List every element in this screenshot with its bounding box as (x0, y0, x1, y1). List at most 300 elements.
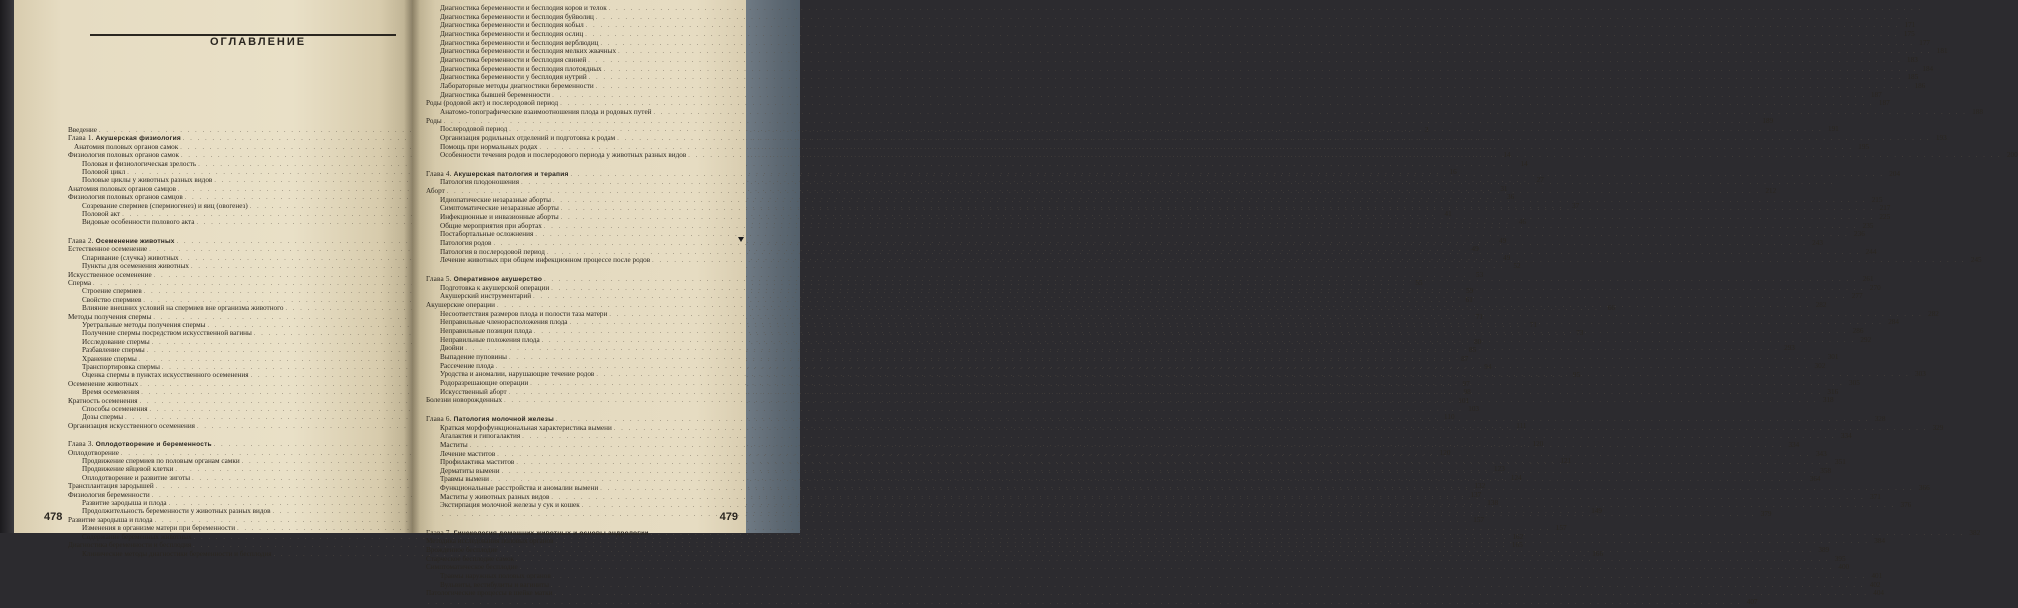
toc-leader-dots (556, 538, 1870, 550)
toc-entry (426, 81, 1926, 91)
toc-entry-page: 3 (1424, 126, 1429, 134)
toc-leader-dots (496, 363, 1810, 372)
toc-leader-dots (509, 126, 1823, 135)
toc-entry-title: Травмы наружных половых органов (440, 572, 551, 581)
toc-entry-page: 103 (1468, 405, 1479, 413)
toc-entry-title: Симптоматическое бесплодие (426, 563, 518, 572)
toc-leader-dots (491, 473, 1805, 485)
toc-entry-title: Половой акт (82, 210, 121, 219)
toc-entry-page: 404 (1873, 589, 1885, 598)
toc-entry-page: 400 (1838, 563, 1850, 572)
toc-entry-title: Патология плодоношения (440, 178, 520, 187)
toc-entry-title: Диагностика беременности и бесплодия мелких жвачных (440, 47, 617, 56)
toc-entry-title: Экстирпация молочной железы у сук и кошек (440, 501, 580, 510)
toc-entry-title: Вульвиты, вестибулиты и вагиниты (440, 580, 549, 589)
toc-entry-title: Диагностика беременности и бесплодия буйволиц (440, 12, 594, 21)
toc-entry-page: 328 (1874, 414, 1886, 423)
toc-entry-page: 292 (1860, 335, 1872, 344)
toc-entry (68, 270, 1484, 279)
toc-leader-dots (552, 92, 1866, 101)
toc-entry-title: Время осеменения (82, 388, 140, 397)
toc-leader-dots (596, 14, 1910, 23)
toc-leader-dots (150, 406, 1464, 414)
toc-entry-page: 244 (1865, 247, 1877, 256)
toc-entry-page: 200 (2006, 151, 2018, 160)
toc-leader-dots (533, 293, 1847, 302)
toc-entry-title: Влияние внешних условий на спермиев вне организма животного (82, 304, 284, 313)
toc-leader-dots (571, 171, 1885, 180)
toc-entry (68, 507, 1602, 516)
toc-entry-title: Двойни (440, 344, 464, 353)
toc-entry-page: 185 (1907, 73, 1919, 82)
toc-entry-page: 80 (1474, 337, 1482, 346)
toc-leader-dots (555, 590, 1869, 599)
toc-entry-title: Глава 4. Акушерская патология и терапия (426, 169, 569, 178)
toc-entry-title: Организация искусственного осеменения (68, 421, 195, 430)
toc-leader-dots (600, 485, 1914, 494)
toc-entry (68, 430, 412, 440)
toc-entry-title: Подготовка к акушерской операции (440, 283, 550, 292)
toc-entry-page: 305 (1849, 378, 1860, 387)
toc-entry-page: 293 (1784, 344, 1795, 353)
toc-entry (426, 13, 734, 22)
toc-entry-title: Роды (426, 116, 442, 125)
toc-entry-title: Постабортальные осложнения (440, 230, 534, 239)
toc-entry-title: Естественное осеменение (68, 245, 148, 254)
toc-entry-page: 343 (1815, 449, 1827, 458)
toc-entry-title: Исследование спермы (82, 337, 150, 346)
toc-leader-dots (502, 468, 1816, 477)
toc-entry-page: 31 (1500, 184, 1508, 193)
toc-entry-title: Продвижение спермиев по половым органам самки (82, 457, 240, 466)
toc-entry-page: 371 (1870, 492, 1881, 501)
toc-leader-dots (428, 599, 1742, 608)
page-number-right: 479 (719, 511, 738, 523)
toc-entry-title: Половые циклы у животных разных видов (82, 176, 213, 185)
toc-entry-title: Строение спермиев (82, 287, 142, 296)
toc-leader-dots (652, 257, 1966, 266)
toc-entry-page: 66 (1607, 304, 1615, 313)
toc-entry-page: 27 (1536, 176, 1544, 185)
toc-entry-title: Методы получения спермы (68, 312, 152, 321)
toc-leader-dots (504, 397, 1818, 406)
toc-entry-page: 61 (1465, 295, 1473, 304)
toc-leader-dots (596, 83, 1910, 92)
toc-entry-title: Физиология беременности (68, 490, 150, 499)
toc-entry (426, 99, 1890, 108)
toc-entry-page: 14 (1520, 159, 1528, 168)
toc-leader-dots (509, 389, 1823, 398)
toc-entry-title: Физиология половых органов самок (68, 151, 179, 160)
toc-entry-page: 175 (1903, 29, 1915, 38)
toc-leader-dots (609, 5, 1923, 14)
toc-entry (426, 598, 1758, 607)
toc-entry-page: 277 (1851, 292, 1863, 301)
toc-entry-page: 87 (1461, 354, 1469, 363)
toc-entry (426, 21, 1916, 30)
toc-entry-page: 95 (1572, 371, 1581, 380)
toc-leader-dots (551, 582, 1865, 591)
toc-entry-page: 94 (1484, 362, 1492, 371)
toc-entry-title: Акушерские операции (426, 301, 495, 309)
toc-leader-dots (198, 161, 1512, 169)
toc-entry-page: 110 (1444, 413, 1455, 422)
toc-entry-page: 334 (1840, 432, 1852, 441)
toc-entry-page: 303 (1915, 370, 1926, 379)
toc-leader-dots (516, 556, 1830, 565)
toc-entry-title: Хранение спермы (82, 354, 137, 363)
toc-entry-title: Искусственное осеменение (68, 270, 152, 279)
toc-entry-page: 395 (1834, 554, 1846, 563)
toc-entry (426, 432, 1852, 441)
toc-entry-page: 37 (1572, 201, 1580, 210)
toc-entry-page: 286 (1852, 326, 1864, 335)
toc-entry (426, 73, 1919, 82)
toc-entry-title: Продвижение яйцевой клетки (82, 465, 174, 474)
toc-leader-dots (586, 22, 1900, 31)
toc-entry-title: Развитие зародыша и плода (82, 499, 167, 508)
toc-leader-dots (561, 214, 1875, 223)
toc-entry (426, 125, 1839, 134)
toc-entry-page: 302 (1814, 361, 1826, 370)
toc-entry (426, 554, 1846, 564)
toc-entry-title: Анатомия половых органов самок (74, 142, 179, 151)
toc-entry-page: 316 (1827, 387, 1839, 396)
toc-entry-title: Врожденное бесплодие (426, 546, 498, 555)
toc-entry-title: Маститы у животных разных видов (440, 492, 550, 501)
toc-entry (426, 29, 1915, 39)
toc-entry-page: 124 (1510, 473, 1522, 482)
toc-entry-title: Диагностика беременности и бесплодия ослиц (440, 29, 584, 38)
toc-entry (426, 563, 1850, 572)
toc-leader-dots (465, 345, 1779, 354)
toc-entry-title: Неправильные положения плода (440, 335, 540, 344)
toc-entry-title: Патология в послеродовой период (440, 247, 545, 256)
toc-entry-title: Старческое бесплодие самок (426, 554, 515, 563)
toc-entry-title: Краткая морфофункциональная характеристика вымени (440, 423, 612, 432)
toc-entry-page: 71 (1529, 320, 1538, 329)
toc-entry-page: 187 (1878, 99, 1890, 108)
toc-entry-title: Половая и физиологическая зрелость (82, 159, 197, 168)
toc-entry-page: 379 (1760, 510, 1772, 519)
toc-entry-page: 132 (1474, 482, 1486, 491)
toc-leader-dots (535, 231, 1849, 240)
toc-entry-page: 71 (1475, 312, 1483, 321)
toc-entry-title: Акушерский инструментарий (440, 292, 532, 301)
toc-entry-title: Содержание беременных животных (82, 532, 192, 541)
toc-entry-title: Созревание спермиев (спермиогенез) и яиц (овогенез) (82, 201, 248, 210)
toc-entry-page: 149 (1591, 507, 1602, 516)
toc-entry-page: 334 (1788, 440, 1800, 449)
toc-entry-page: 52 (1513, 262, 1521, 271)
toc-entry-page: 245 (1970, 256, 1982, 265)
toc-entry (426, 519, 734, 529)
toc-entry-title: Оплодотворение (68, 448, 119, 457)
toc-entry-title: Лечение животных при общем инфекционном процессе после родов (440, 256, 651, 265)
toc-entry (426, 116, 1774, 126)
toc-leader-dots (556, 416, 1870, 425)
toc-entry-page: 188 (1972, 107, 1983, 116)
toc-entry-title: Общие мероприятия при абортах (440, 221, 542, 230)
toc-entry-page: 217 (1879, 204, 1891, 213)
toc-entry-page: 384 (1874, 537, 1886, 546)
toc-entry-page: 401 (1871, 572, 1883, 581)
toc-entry-page: 120 (1532, 440, 1544, 449)
bookmark-icon (738, 237, 744, 242)
toc-entry-title: Глава 3. Оплодотворение и беременность (68, 440, 212, 449)
toc-leader-dots (596, 371, 1910, 380)
toc-leader-dots (569, 319, 1883, 328)
toc-entry (426, 133, 1947, 143)
toc-entry-title: Маститы (440, 440, 468, 449)
toc-leader-dots (520, 564, 1834, 573)
toc-leader-dots (530, 380, 1844, 389)
toc-entry-title: Введение (68, 126, 97, 134)
toc-entry-page: 186 (1914, 81, 1926, 90)
toc-entry-page: 358 (1820, 466, 1832, 475)
toc-entry-page: 16 (1449, 168, 1457, 177)
toc-entry (68, 134, 412, 142)
toc-entry-page: 177 (1919, 38, 1931, 47)
toc-leader-dots (617, 135, 1931, 144)
toc-entry-page: 121 (1560, 457, 1572, 466)
toc-entry-title: Глава 2. Осеменение животных (68, 236, 175, 245)
toc-entry-page: 212 (1765, 187, 1777, 196)
toc-entry-title: Диагностика беременности и бесплодия кобыл (440, 21, 584, 30)
toc-entry-page: 204 (1889, 169, 1901, 178)
toc-leader-dots (651, 530, 1965, 539)
toc-entry-title: Несоответствия размеров плода и полости таза матери (440, 309, 608, 318)
toc-entry-title: Глава 1. Акушерская физиология (68, 134, 181, 143)
toc-entry-title: Диагностика беременности и бесплодия свиней (440, 55, 587, 64)
toc-entry-title: Особенности течения родов и послеродового периода у животных разных видов (440, 151, 687, 160)
toc-entry-title: Организация родильных отделений и подготовка к родам (440, 133, 616, 142)
toc-entry (68, 405, 1479, 413)
toc-entry-page: 329 (1932, 423, 1944, 432)
toc-entry (68, 262, 1521, 271)
toc-entry-page: 166 (1592, 549, 1604, 558)
toc-leader-dots (542, 337, 1856, 346)
toc-leader-dots (561, 205, 1875, 214)
toc-leader-dots (544, 276, 1858, 285)
toc-entry-title: Уретральные методы получения спермы (82, 320, 206, 329)
toc-entry-title: Неправильные позиции плода (440, 326, 532, 335)
toc-leader-dots (553, 197, 1867, 206)
toc-entry (426, 107, 1983, 117)
toc-entry-title: Идиопатические незаразные аборты (440, 195, 551, 204)
toc-entry-page: 191 (1827, 125, 1839, 134)
toc-entry-page: 138 (1487, 499, 1499, 508)
toc-entry-title: Роды (родовой акт) и послеродовой период (426, 99, 559, 108)
toc-entry-page: 195 (1858, 142, 1870, 151)
toc-entry (426, 580, 1881, 590)
toc-entry (426, 405, 734, 415)
toc-entry-page: 261 (1862, 275, 1874, 284)
toc-entry-title: Свойство спермиев (82, 295, 142, 304)
toc-entry-title: Глава 7. Гинекология домашних животных и основы андрологии (426, 528, 649, 537)
toc-entry (426, 178, 734, 187)
toc-entry-page: 193 (1935, 133, 1947, 142)
toc-entry-title: Болезни новорожденных (426, 396, 503, 405)
toc-entry-title: Сперма (68, 278, 92, 287)
toc-entry-page: 184 (1922, 64, 1934, 73)
toc-entry-page: 120 (1439, 448, 1451, 457)
toc-entry-title: Лечение маститов (440, 449, 496, 458)
toc-entry (426, 589, 1885, 598)
toc-entry (68, 159, 1528, 168)
toc-entry-page: 49 (1498, 236, 1507, 245)
toc-entry-page: 402 (1869, 580, 1881, 589)
toc-entry (426, 38, 1931, 48)
toc-entry-page: 97 (1462, 379, 1470, 388)
toc-entry-page: 382 (1969, 528, 1981, 537)
toc-entry-page: 282 (1928, 309, 1939, 318)
toc-entry-title: Диагностика беременности и бесплодия верблюдиц (440, 38, 599, 47)
toc-entry-page: 55 (1415, 278, 1423, 287)
toc-entry-page: 189 (1762, 116, 1774, 125)
toc-entry-title: Агалактия и гипогалактия (440, 432, 521, 441)
toc-entry-title: Рассечение плода (440, 361, 494, 370)
toc-entry-title: Изменения в организме матери при беременности (82, 524, 236, 533)
toc-leader-dots (500, 547, 1814, 556)
toc-entry-page: 46 (1518, 218, 1526, 227)
toc-entry-page: 301 (1827, 352, 1839, 361)
toc-entry-page: 98 (1463, 388, 1471, 397)
toc-entry-title: Кратность осеменения (68, 396, 138, 405)
toc-entry-title: Неправильные членорасположения плода (440, 318, 568, 327)
toc-entry-page: 171 (1904, 21, 1916, 30)
toc-entry-page: 236 (1854, 230, 1865, 239)
toc-entry-title: Половой цикл (82, 168, 126, 177)
toc-entry-title: Функциональные расстройства и аномалии вымени (440, 484, 599, 493)
toc-leader-dots (493, 240, 1807, 249)
toc-entry-page: 225 (1879, 213, 1891, 222)
toc-entry-page: 53 (1476, 270, 1484, 279)
toc-entry-page: 364 (1809, 475, 1821, 484)
toc-entry-page: 243 (1812, 239, 1823, 248)
toc-leader-dots (497, 302, 1811, 311)
toc-entry-title: Травмы вымени (440, 475, 489, 484)
toc-entry-page: 270 (1869, 283, 1881, 292)
toc-entry (426, 64, 1934, 74)
toc-entry-title: Послеродовой период (440, 125, 508, 134)
toc-leader-dots (442, 511, 1756, 520)
toc-entry-title: Диагностика бывшей беременности (440, 90, 551, 99)
toc-entry-title: Транспортировка спермы (82, 362, 160, 371)
toc-entry-page: 162 (1512, 532, 1524, 541)
toc-leader-dots (509, 354, 1823, 363)
toc-leader-dots (534, 328, 1848, 337)
toc-leader-dots (582, 502, 1896, 511)
toc-entry-page: 49 (1471, 245, 1479, 254)
toc-leader-dots (444, 118, 1758, 127)
toc-leader-dots (522, 433, 1836, 442)
toc-entry (426, 47, 1948, 56)
toc-entry-title: Спаривание (случка) животных (82, 253, 179, 262)
toc-entry-title: Разбавление спермы (82, 346, 145, 355)
toc-entry-page: 157 (1473, 515, 1485, 524)
toc-leader-dots (560, 100, 1874, 109)
toc-entry-title: Анатомия половых органов самцов (68, 184, 176, 193)
toc-entry-title: Способы осеменения (82, 405, 148, 413)
toc-leader-dots (609, 311, 1923, 320)
toc-entry-title: Дерматиты вымени (440, 466, 500, 475)
toc-entry-title: Методика исследования половых органов (426, 537, 554, 546)
toc-leader-dots (544, 223, 1858, 232)
toc-entry-page: 41 (1444, 210, 1452, 219)
toc-entry-page: 282 (1815, 301, 1827, 309)
toc-leader-dots (588, 57, 1902, 66)
toc-entry-page: 157 (1555, 524, 1567, 533)
toc-entry-title: Выпадение пуповины (440, 352, 507, 361)
toc-entry-title: Получение спермы посредством искусственной вагины (82, 329, 252, 338)
page-number-left: 478 (44, 511, 63, 523)
toc-entry (426, 265, 734, 275)
toc-entry-title: Видовые особенности полового акта (82, 218, 195, 227)
toc-entry (426, 90, 1882, 100)
toc-entry (68, 227, 412, 237)
toc-entry-title: Клинические методы диагностики беременности и бесплодия (82, 549, 272, 558)
toc-entry-page: 284 (1888, 318, 1899, 327)
toc-leader-dots (589, 74, 1903, 83)
toc-entry-page: 36 (1507, 193, 1515, 202)
toc-entry-page: 73 (1576, 329, 1584, 338)
toc-entry-title: Родоразрешающие операции (440, 378, 529, 387)
toc-entry-page: 235 (1862, 221, 1874, 230)
toc-entry-title: Трансплантация зародышей (68, 482, 154, 491)
toc-entry-page: 183 (1907, 55, 1918, 64)
toc-entry-page: 101 (1458, 396, 1470, 405)
toc-entry-title: Физиология половых органов самцов (68, 193, 183, 202)
toc-entry-title: Диагностика беременности и бесплодия плотоядных (440, 64, 602, 73)
toc-leader-dots (601, 40, 1915, 49)
toc-entry-title: Дозы спермы (82, 413, 124, 422)
toc-entry-page: 407 (1746, 598, 1758, 606)
toc-entry-title: Продолжительность беременности у животных разных видов (82, 507, 271, 516)
toc-entry-page: 366 (1918, 484, 1930, 493)
toc-entry-page: 59 (1466, 287, 1474, 296)
toc-leader-dots (585, 31, 1899, 40)
toc-entry-title: Помощь при нормальных родах (440, 142, 538, 151)
toc-leader-dots (551, 494, 1865, 503)
toc-entry-page: 111 (1516, 421, 1527, 430)
toc-heading: ОГЛАВЛЕНИЕ (210, 36, 307, 48)
toc-entry-page: 181 (1936, 47, 1948, 56)
toc-entry-title: Диагностика беременности у бесплодия нутрий (440, 73, 587, 82)
toc-entry-page: 85 (1469, 346, 1477, 355)
toc-entry-title: Симптоматические незаразные аборты (440, 204, 559, 213)
toc-entry (426, 160, 734, 170)
toc-entry-title: Развитие зародыша и плода (68, 515, 153, 524)
toc-entry-title: Аборт (426, 187, 445, 196)
toc-entry-title: Осеменение животных (68, 379, 139, 388)
toc-entry-title: Уродства и аномалии, нарушающие течение родов (440, 370, 595, 379)
toc-leader-dots (521, 179, 1835, 188)
toc-entry-title: Патологические процессы в шейке матки (426, 589, 553, 598)
toc-entry (426, 572, 1883, 581)
toc-entry-page: 137 (1470, 490, 1482, 499)
toc-entry-page: 318 (1822, 396, 1834, 405)
toc-entry (426, 4, 734, 13)
toc-entry-page: 14 (1503, 151, 1511, 160)
toc-entry-page: 123 (1494, 465, 1505, 474)
toc-leader-dots (604, 66, 1918, 75)
toc-leader-dots (618, 48, 1932, 57)
toc-entry-title: Оценка спермы в пунктах искусственного осеменения (82, 371, 249, 380)
toc-entry-page: 351 (1835, 458, 1846, 467)
toc-entry-title: Оплодотворение и развитие зиготы (82, 473, 191, 482)
toc-entry (426, 55, 1918, 65)
